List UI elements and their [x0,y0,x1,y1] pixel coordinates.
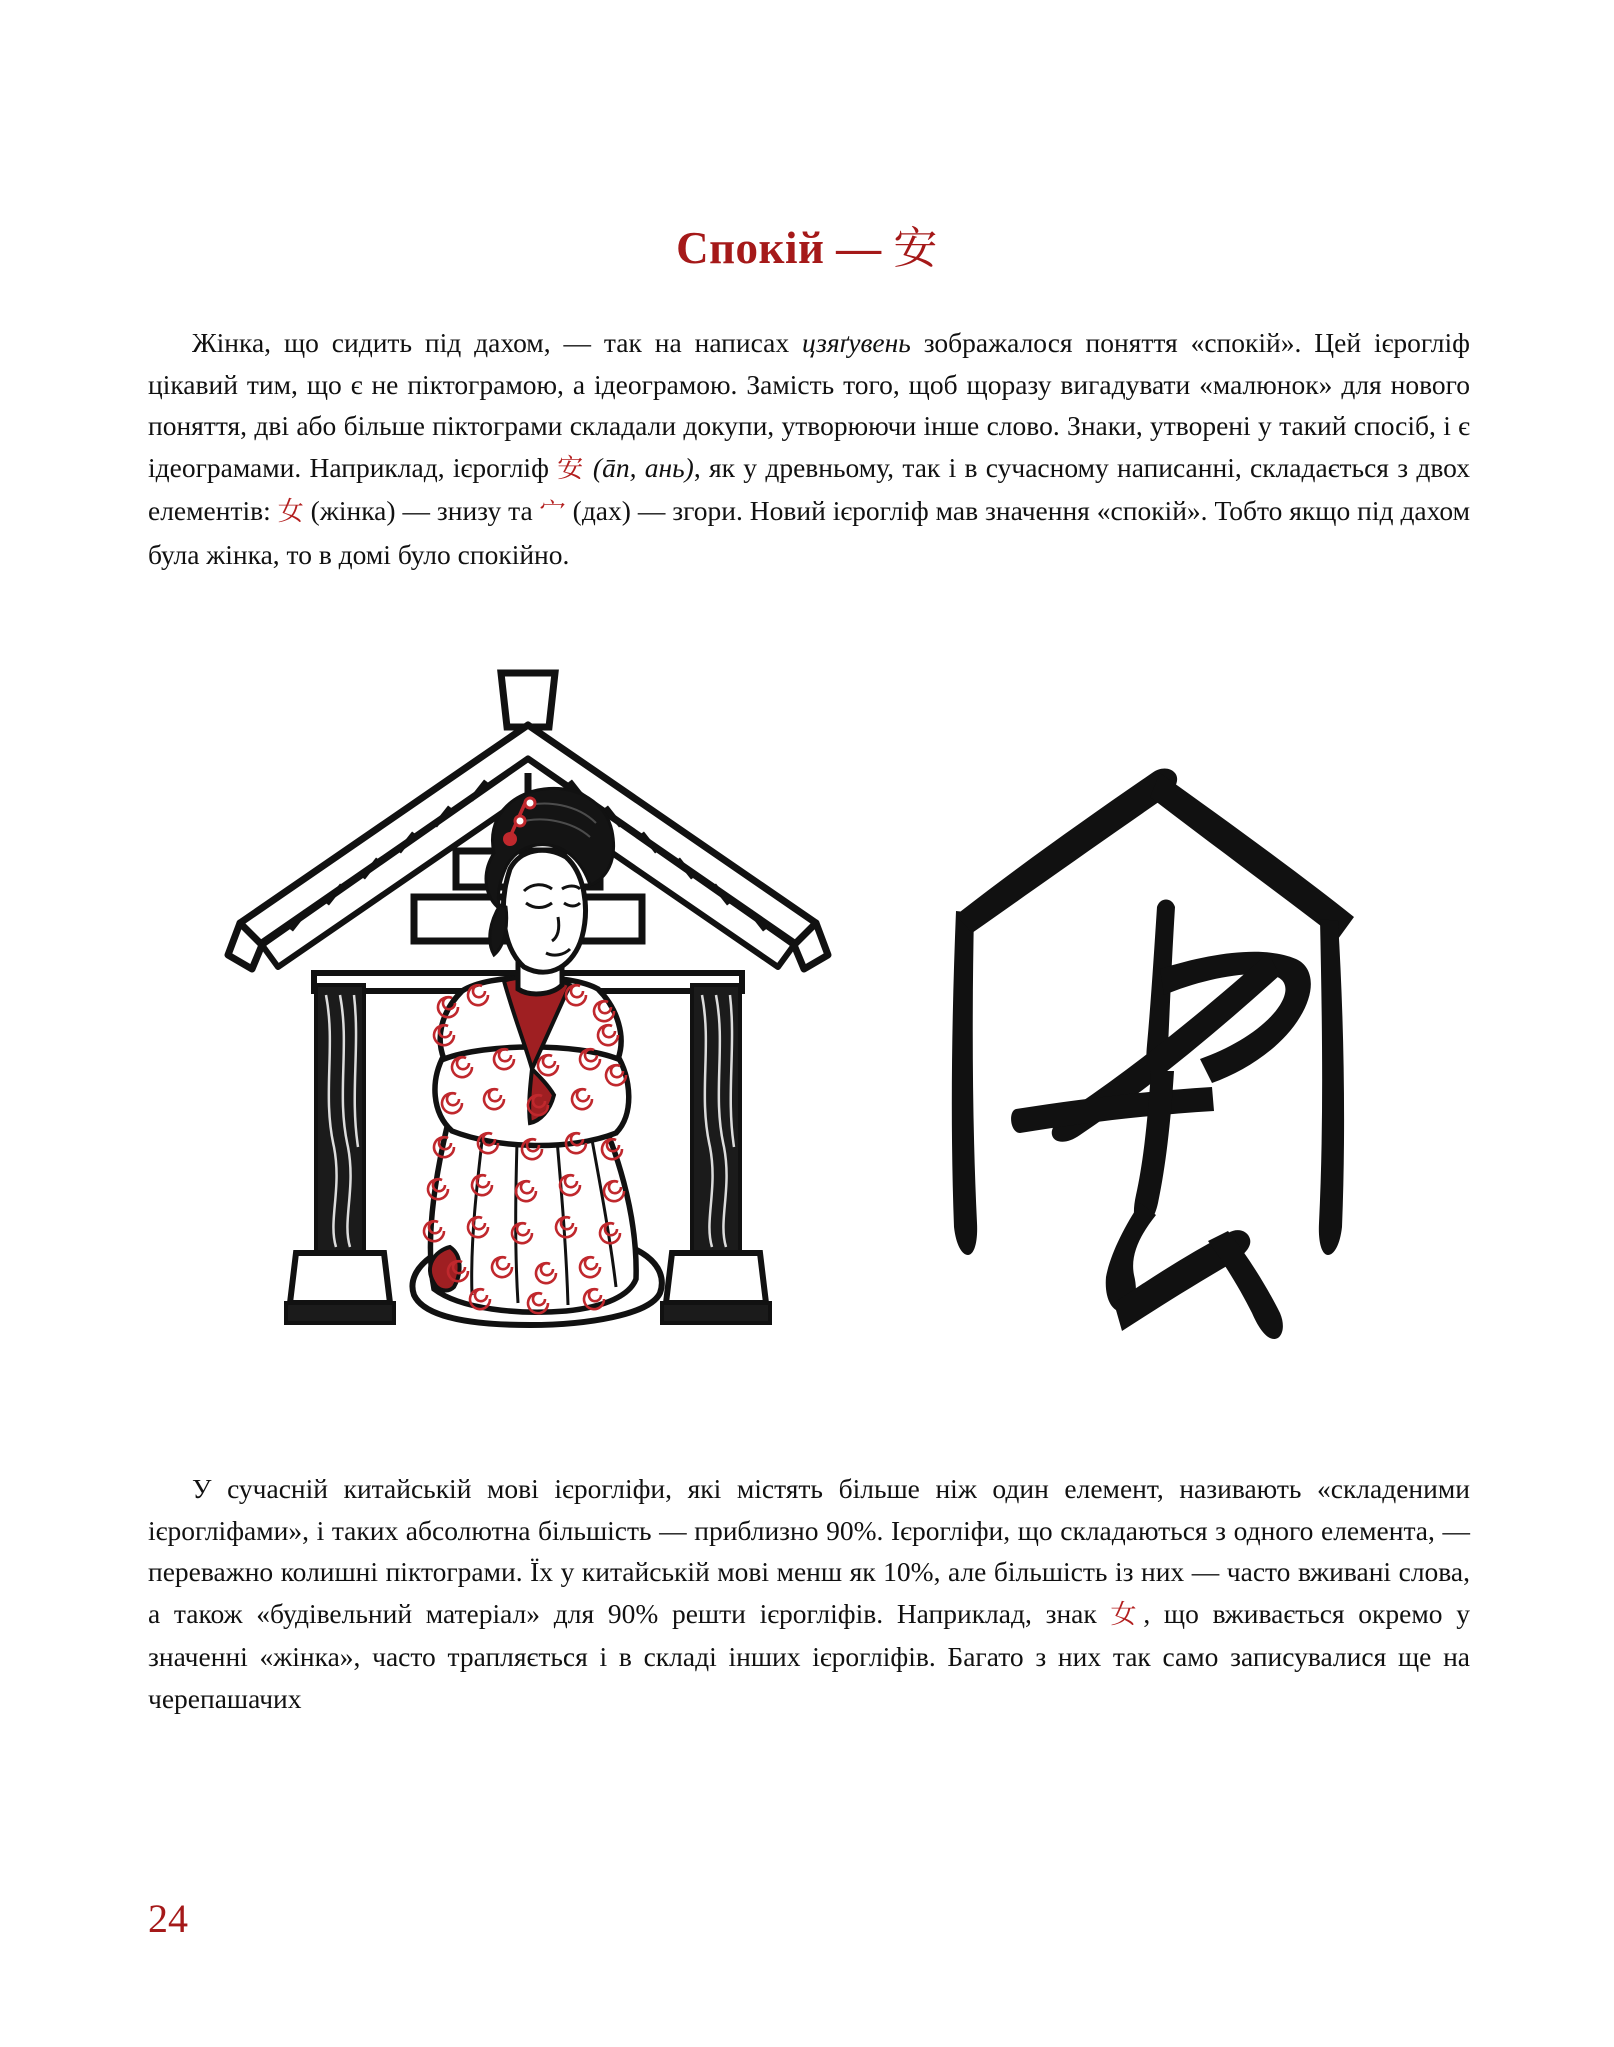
paragraph-one [148,322,1470,575]
left-pillar [286,985,394,1323]
inline-hanzi-woman: 女 [277,497,304,527]
para1-seg6: (жінка) — знизу та [303,495,540,526]
para2-seg1: У сучасній китайській мові ієрогліфи, які містять більше ніж один елемент, називають «складеними ієрогліфами», і таких абсолютна більшість — приблизно 90%. Ієрогліфи, що складаються з одного елемента, — переважно колишні піктограми. Їх у китайській мові менш як 10%, але більшість із них — часто вживані слова, а також «будівельний матеріал» для 90% решти ієрогліфів. Наприклад, знак [148,1473,1470,1629]
paragraph-two [148,1468,1470,1719]
figure-area [148,655,1470,1415]
para1-pronunciation: (āп, ань) [584,451,694,483]
seated-woman-figure [412,788,661,1325]
page-title-hanzi: 安 [893,223,938,274]
woman-seated-under-roof-illustration [218,655,838,1415]
page-title [0,212,1614,276]
para1-seg5: , як у древньому, так і в сучасному написанні, складається з двох елементів: [148,451,1470,526]
para1-italic-term: цзяґувень [802,327,911,358]
para1-seg1: Жінка, що сидить під дахом, — так на написах [192,327,803,358]
para1-seg7: (дах) — згори. Новий ієрогліф мав значення «спокій». Тобто якщо під дахом була жінка, то в домі було спокійно. [148,495,1470,570]
inline-hanzi-woman-2: 女 [1110,1599,1144,1630]
page-title-word: Спокій [676,223,825,273]
page-number: 24 [148,1896,188,1941]
page-title-dash: — [824,223,894,273]
right-pillar [662,985,770,1323]
inline-hanzi-roof: 宀 [539,497,566,527]
inline-hanzi-an: 安 [557,453,585,484]
roof-ridge-ornament [501,673,555,727]
para2-seg2: , що вживається окремо у значенні «жінка», часто трапляється і в складі інших ієрогліфів. Багато з них так само записувалися ще на черепашачих [148,1597,1470,1714]
ancient-seal-script-an-character [928,715,1388,1355]
para1-seg3: зображалося поняття «спокій». Цей ієрогліф цікавий тим, що є не піктограмою, а ідеограмою. Замість того, щоб щоразу вигадувати «малюнок» для нового поняття, дві або більше піктограми складали докупи, утворюючи інше слово. Знаки, утворені у такий спосіб, і є ідеограмами. Наприклад, ієрогліф [148,327,1470,483]
